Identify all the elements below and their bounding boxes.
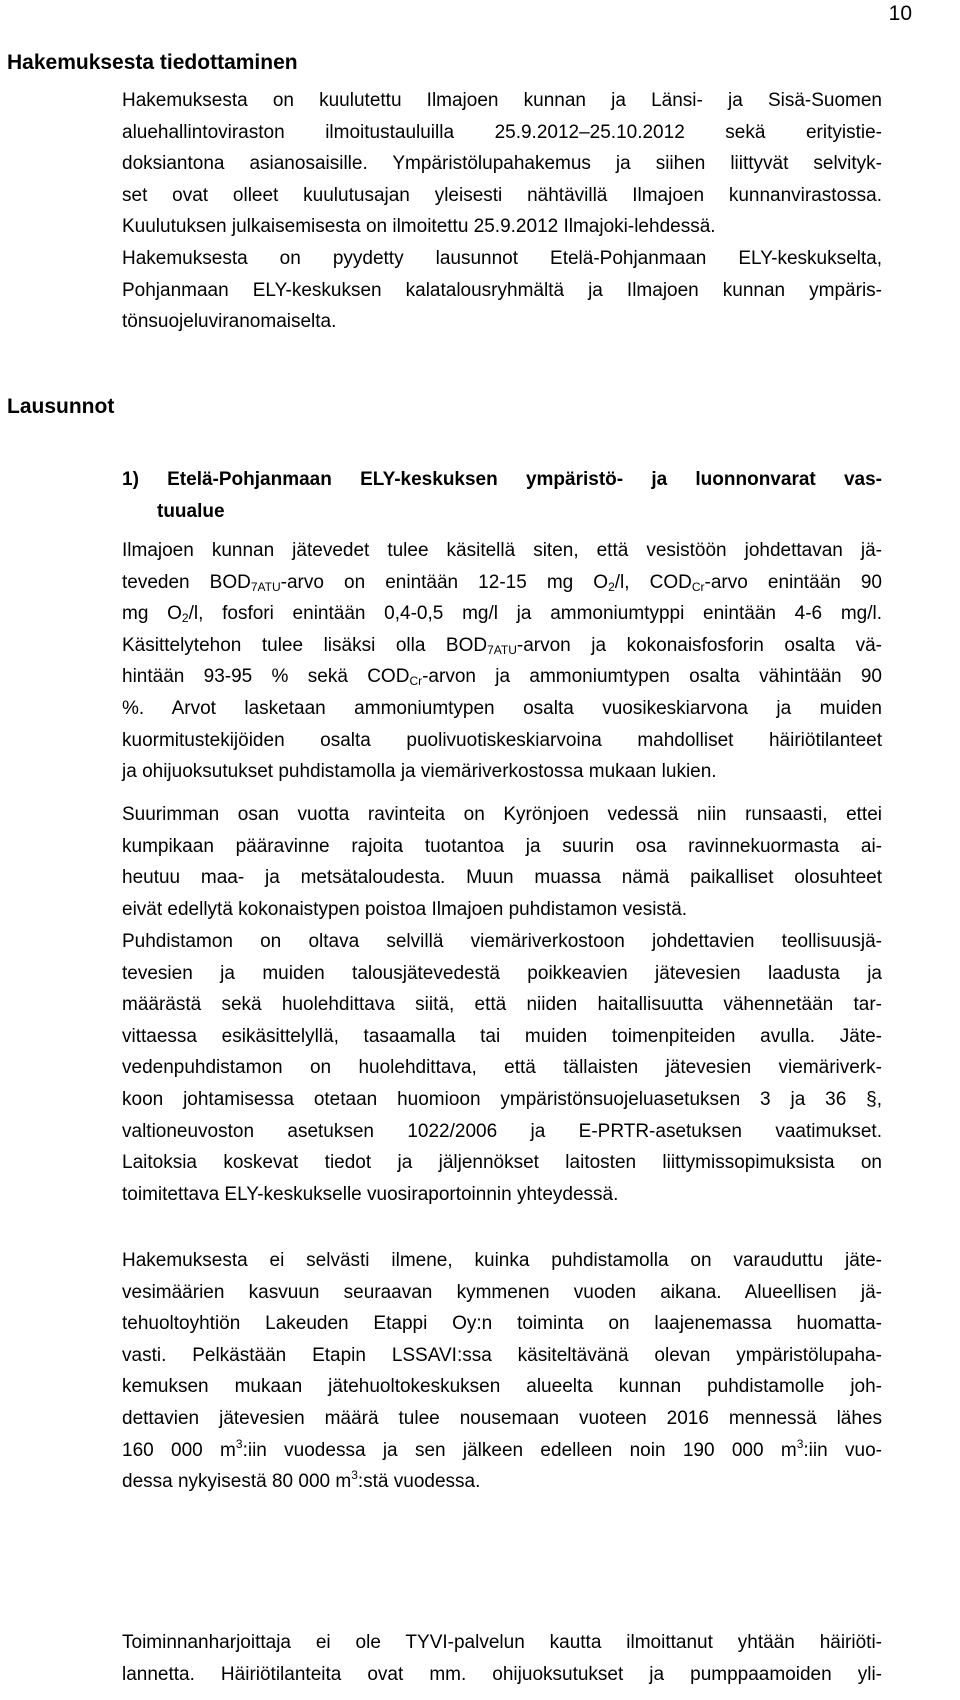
text-line: teveden $BOD_{7ATU}$-arvo on enintään 12-15 mg $O_2/l$, $COD_{Cr}$-arvo enintään 90 bbox=[122, 571, 882, 594]
text-line: tehuoltoyhtiön Lakeuden Etappi Oy:n toiminta on laajenemassa huomatta- bbox=[122, 1313, 882, 1335]
text-line: Ilmajoen kunnan jätevedet tulee käsitellä siten, että vesistöön johdettavan jä- bbox=[122, 540, 882, 561]
text-line: hintään 93-95 % sekä $COD_{Cr}$-arvon ja ammoniumtypen osalta vähintään 90 bbox=[122, 666, 882, 689]
text-line: vedenpuhdistamon on huolehdittava, että tällaisten jätevesien viemäriverk- bbox=[122, 1057, 882, 1079]
text-line: Hakemuksesta on pyydetty lausunnot Etelä-Pohjanmaan ELY-keskukselta, bbox=[122, 248, 882, 269]
text-line: 160 000 $m^3:iin$ vuodessa ja sen jälkeen edelleen noin 190 000 $m^3:iin$ vuo- bbox=[122, 1436, 882, 1461]
text-line: Hakemuksesta ei selvästi ilmene, kuinka puhdistamolla on varauduttu jäte- bbox=[122, 1250, 882, 1271]
section-heading-lausunnot: Lausunnot bbox=[7, 395, 115, 418]
text-line: kuormitustekijöiden osalta puolivuotiskeskiarvoina mahdolliset häiriötilanteet bbox=[122, 729, 882, 751]
paragraph-tiedottaminen bbox=[122, 85, 882, 243]
text-line: valtioneuvoston asetuksen 1022/2006 ja E-PRTR-asetuksen vaatimukset. bbox=[122, 1120, 882, 1142]
text-line: kumpikaan pääravinne rajoita tuotantoa ja suurin osa ravinnekuormasta ai- bbox=[122, 835, 882, 857]
text-line: mg $O_2/l$, fosfori enintään 0,4-0,5 mg/l ja ammoniumtyppi enintään 4-6 mg/l. bbox=[122, 603, 883, 626]
text-line: dettavien jätevesien määrä tulee nousemaan vuoteen 2016 mennessä lähes bbox=[122, 1407, 882, 1429]
page-number: 10 bbox=[888, 2, 912, 25]
text-line: koon johtamisessa otetaan huomioon ympäristönsuojeluasetuksen 3 ja 36 §, bbox=[122, 1088, 882, 1110]
text-line: dessa nykyisestä 80 000 $m^3:stä$ vuodessa. bbox=[122, 1468, 481, 1493]
text-line: set ovat olleet kuulutusajan yleisesti nähtävillä Ilmajoen kunnanvirastossa. bbox=[122, 184, 882, 206]
text-line: Suurimman osan vuotta ravinteita on Kyrönjoen vedessä niin runsaasti, ettei bbox=[122, 804, 882, 825]
text-line: vittaessa esikäsittelyllä, tasaamalla tai muiden toimenpiteiden avulla. Jäte- bbox=[122, 1025, 882, 1047]
text-line: Toiminnanharjoittaja ei ole TYVI-palvelun kautta ilmoittanut yhtään häiriöti- bbox=[122, 1632, 882, 1653]
text-line: eivät edellytä kokonaistypen poistoa Ilmajoen puhdistamon vesistä. bbox=[122, 898, 688, 920]
text-line: vasti. Pelkästään Etapin LSSAVI:ssa käsiteltävänä olevan ympäristölupaha- bbox=[122, 1344, 882, 1366]
paragraph-kasvuun-varautuminen bbox=[122, 1245, 882, 1498]
paragraph-teollisuusjatevedet bbox=[122, 926, 882, 1210]
text-line: heutuu maa- ja metsätaloudesta. Muun muassa nämä paikalliset olosuhteet bbox=[122, 867, 882, 889]
paragraph-hairiotilanteet bbox=[122, 1627, 882, 1690]
text-line: Kuulutuksen julkaisemisesta on ilmoitettu 25.9.2012 Ilmajoki-lehdessä. bbox=[122, 216, 716, 238]
text-line: vesimäärien kasvuun seuraavan kymmenen vuoden aikana. Alueellisen jä- bbox=[122, 1281, 882, 1303]
text-line: kemuksen mukaan jätehuoltokeskuksen alueelta kunnan puhdistamolle joh- bbox=[122, 1376, 882, 1398]
text-line: Laitoksia koskevat tiedot ja jäljennökset laitosten liittymissopimuksista on bbox=[122, 1152, 882, 1174]
text-line: %. Arvot lasketaan ammoniumtypen osalta vuosikeskiarvona ja muiden bbox=[122, 697, 882, 719]
statement-heading-ely-ymparisto bbox=[122, 464, 882, 527]
heading-line: tuualue bbox=[157, 500, 225, 522]
text-line: ja ohijuoksutukset puhdistamolla ja viemäriverkostossa mukaan lukien. bbox=[122, 761, 717, 783]
text-line: doksiantona asianosaisille. Ympäristölupahakemus ja siihen liittyvät selvityk- bbox=[122, 153, 882, 175]
text-line: Käsittelytehon tulee lisäksi olla $BOD_{7ATU}$-arvon ja kokonaisfosforin osalta vä- bbox=[122, 634, 882, 657]
paragraph-kasittelyvaatimukset bbox=[122, 535, 882, 788]
section-heading-tiedottaminen: Hakemuksesta tiedottaminen bbox=[7, 51, 298, 74]
text-line: Pohjanmaan ELY-keskuksen kalatalousryhmältä ja Ilmajoen kunnan ympäris- bbox=[122, 279, 882, 301]
text-line: toimitettava ELY-keskukselle vuosiraportoinnin yhteydessä. bbox=[122, 1183, 619, 1205]
text-line: aluehallintoviraston ilmoitustauluilla 25.9.2012–25.10.2012 sekä erityistie- bbox=[122, 121, 882, 143]
text-line: määrästä sekä huolehdittava siitä, että niiden haitallisuutta vähennetään tar- bbox=[122, 994, 882, 1016]
text-line: Hakemuksesta on kuulutettu Ilmajoen kunnan ja Länsi- ja Sisä-Suomen bbox=[122, 90, 882, 111]
text-line: Puhdistamon on oltava selvillä viemäriverkostoon johdettavien teollisuusjä- bbox=[122, 931, 882, 952]
paragraph-lausuntopyynnot bbox=[122, 243, 882, 338]
heading-line: 1) Etelä-Pohjanmaan ELY-keskuksen ympäristö- ja luonnonvarat vas- bbox=[122, 469, 882, 490]
text-line: lannetta. Häiriötilanteita ovat mm. ohijuoksutukset ja pumppaamoiden yli- bbox=[122, 1663, 882, 1685]
text-line: tönsuojeluviranomaiselta. bbox=[122, 311, 337, 333]
paragraph-ravinteet bbox=[122, 799, 882, 925]
text-line: tevesien ja muiden talousjätevedestä poikkeavien jätevesien laadusta ja bbox=[122, 962, 882, 984]
